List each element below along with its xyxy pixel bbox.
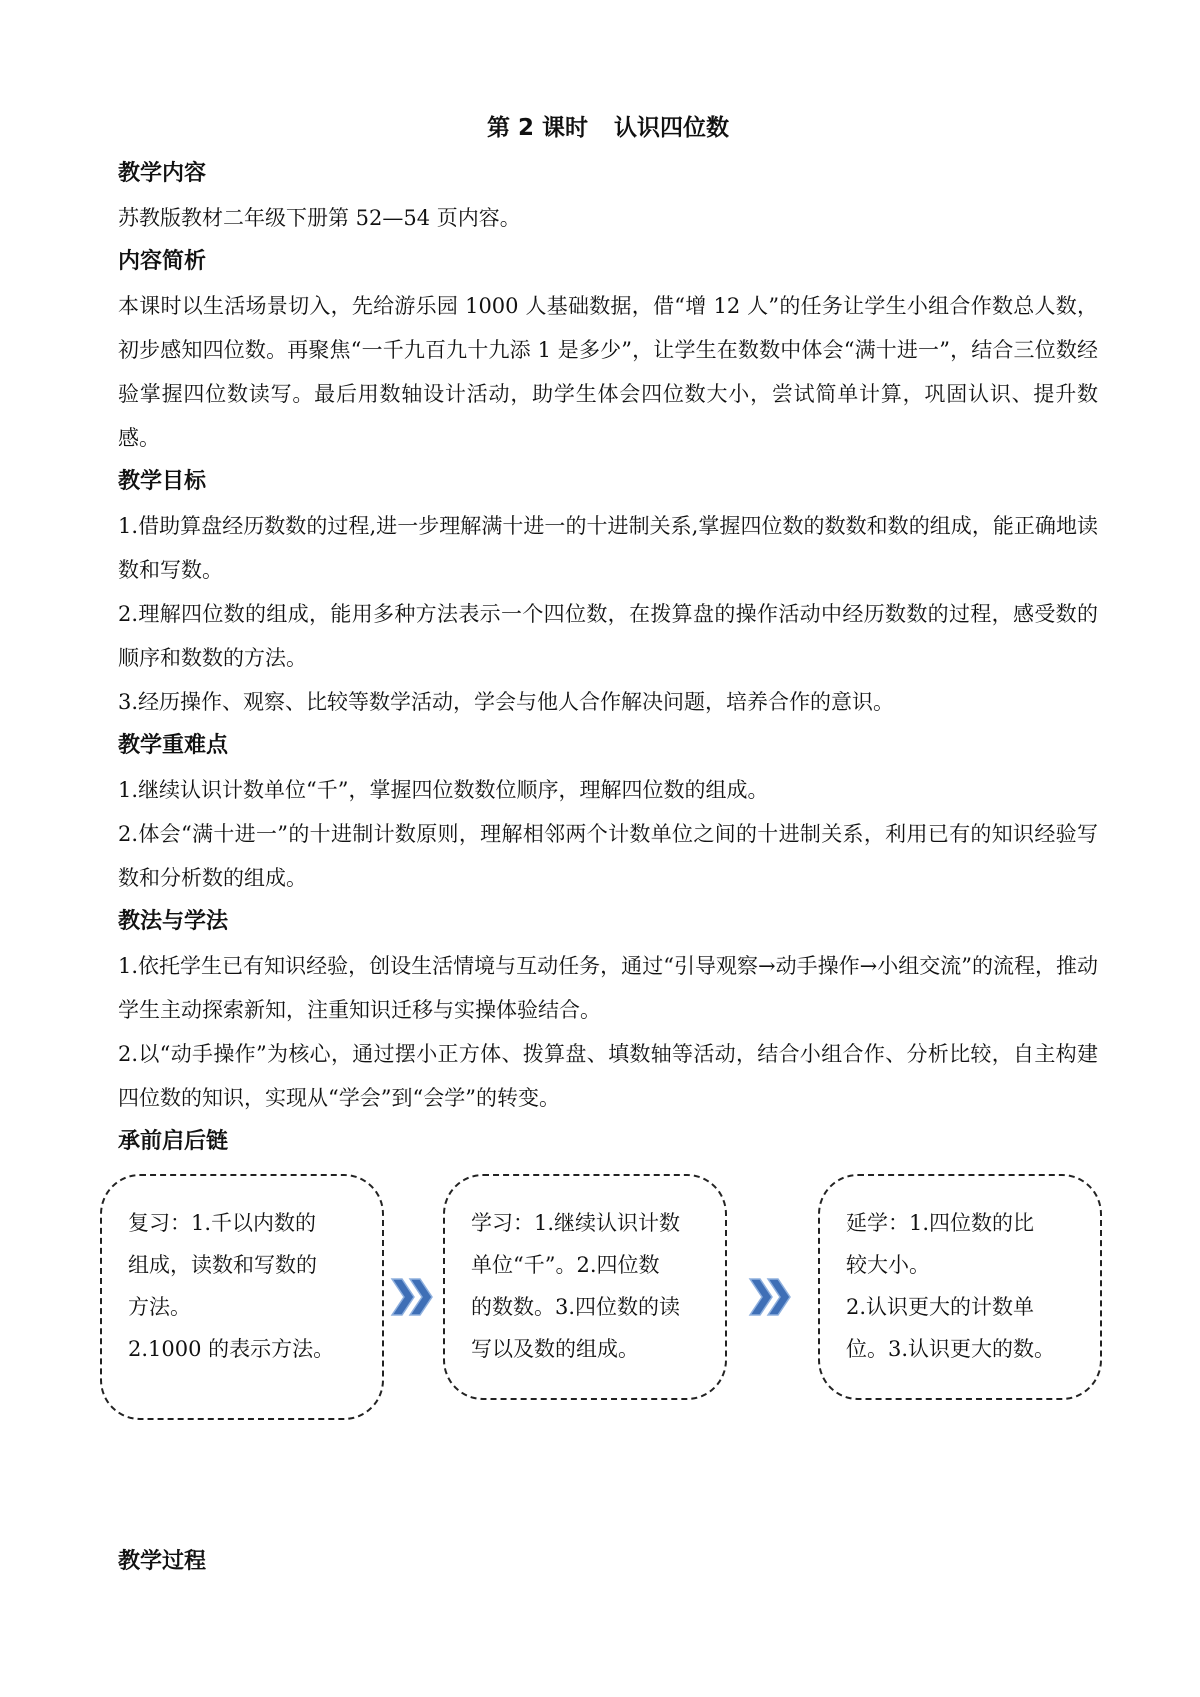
key-point-item-2: 2.体会“满十进一”的十进制计数原则，理解相邻两个计数单位之间的十进制关系，利用已有的知识经验写数和分析数的组成。 [118, 822, 1098, 890]
method-item-2: 2.以“动手操作”为核心，通过摆小正方体、拨算盘、填数轴等活动，结合小组合作、分析比较，自主构建四位数的知识，实现从“学会”到“会学”的转变。 [118, 1042, 1098, 1110]
content-heading: 教学内容 [118, 161, 207, 186]
goal-item-2: 2.理解四位数的组成，能用多种方法表示一个四位数，在拨算盘的操作活动中经历数数的过程，感受数的顺序和数数的方法。 [118, 602, 1098, 670]
summary-text: 本课时以生活场景切入，先给游乐园 1000 人基础数据，借“增 12 人”的任务让学生小组合作数总人数，初步感知四位数。再聚焦“一千九百九十九添 1 是多少”，让学生在数数中体会“满十进一”，结合三位数经验掌握四位数读写。最后用数轴设计活动，助学生体会四位数大小，尝试简单计算，巩固认识、提升数感。 [118, 294, 1098, 450]
method-item-1: 1.依托学生已有知识经验，创设生活情境与互动任务，通过“引导观察→动手操作→小组交流”的流程，推动学生主动探索新知，注重知识迁移与实操体验结合。 [118, 954, 1098, 1022]
page-title [118, 108, 1098, 148]
goals-heading: 教学目标 [118, 469, 207, 494]
lesson-number: 第 2 课时 [486, 115, 589, 141]
study-line-1: 学习：1.继续认识计数 [471, 1211, 681, 1235]
process-heading: 教学过程 [118, 1549, 207, 1574]
goal-item-1: 1.借助算盘经历数数的过程,进一步理解满十进一的十进制关系,掌握四位数的数数和数的组成，能正确地读数和写数。 [118, 514, 1098, 582]
knowledge-chain-diagram [118, 1174, 1098, 1444]
double-chevron-right-icon [748, 1277, 794, 1317]
study-line-4: 写以及数的组成。 [471, 1337, 639, 1361]
extension-line-2: 较大小。 [846, 1253, 930, 1277]
review-line-1: 复习：1.千以内数的 [128, 1211, 317, 1235]
review-line-2: 组成，读数和写数的 [128, 1253, 317, 1277]
extension-line-1: 延学：1.四位数的比 [846, 1211, 1035, 1235]
key-points-heading: 教学重难点 [118, 733, 229, 758]
key-point-item-1: 1.继续认识计数单位“千”，掌握四位数数位顺序，理解四位数的组成。 [118, 778, 769, 802]
methods-heading: 教法与学法 [118, 909, 229, 934]
chain-heading: 承前启后链 [118, 1129, 229, 1154]
lesson-plan-page [118, 108, 1098, 1444]
review-line-3: 方法。 [128, 1295, 191, 1319]
goal-item-3: 3.经历操作、观察、比较等数学活动，学会与他人合作解决问题，培养合作的意识。 [118, 690, 895, 714]
lesson-topic: 认识四位数 [614, 115, 730, 141]
summary-heading: 内容简析 [118, 249, 207, 274]
review-box [100, 1174, 384, 1420]
double-chevron-right-icon [390, 1277, 436, 1317]
study-line-2: 单位“千”。2.四位数 [471, 1253, 660, 1277]
extension-box [818, 1174, 1102, 1400]
extension-line-3: 2.认识更大的计数单 [846, 1295, 1035, 1319]
review-line-4: 2.1000 的表示方法。 [128, 1337, 335, 1361]
content-text: 苏教版教材二年级下册第 52—54 页内容。 [118, 206, 521, 230]
study-line-3: 的数数。3.四位数的读 [471, 1295, 681, 1319]
study-box [443, 1174, 727, 1400]
extension-line-4: 位。3.认识更大的数。 [846, 1337, 1056, 1361]
